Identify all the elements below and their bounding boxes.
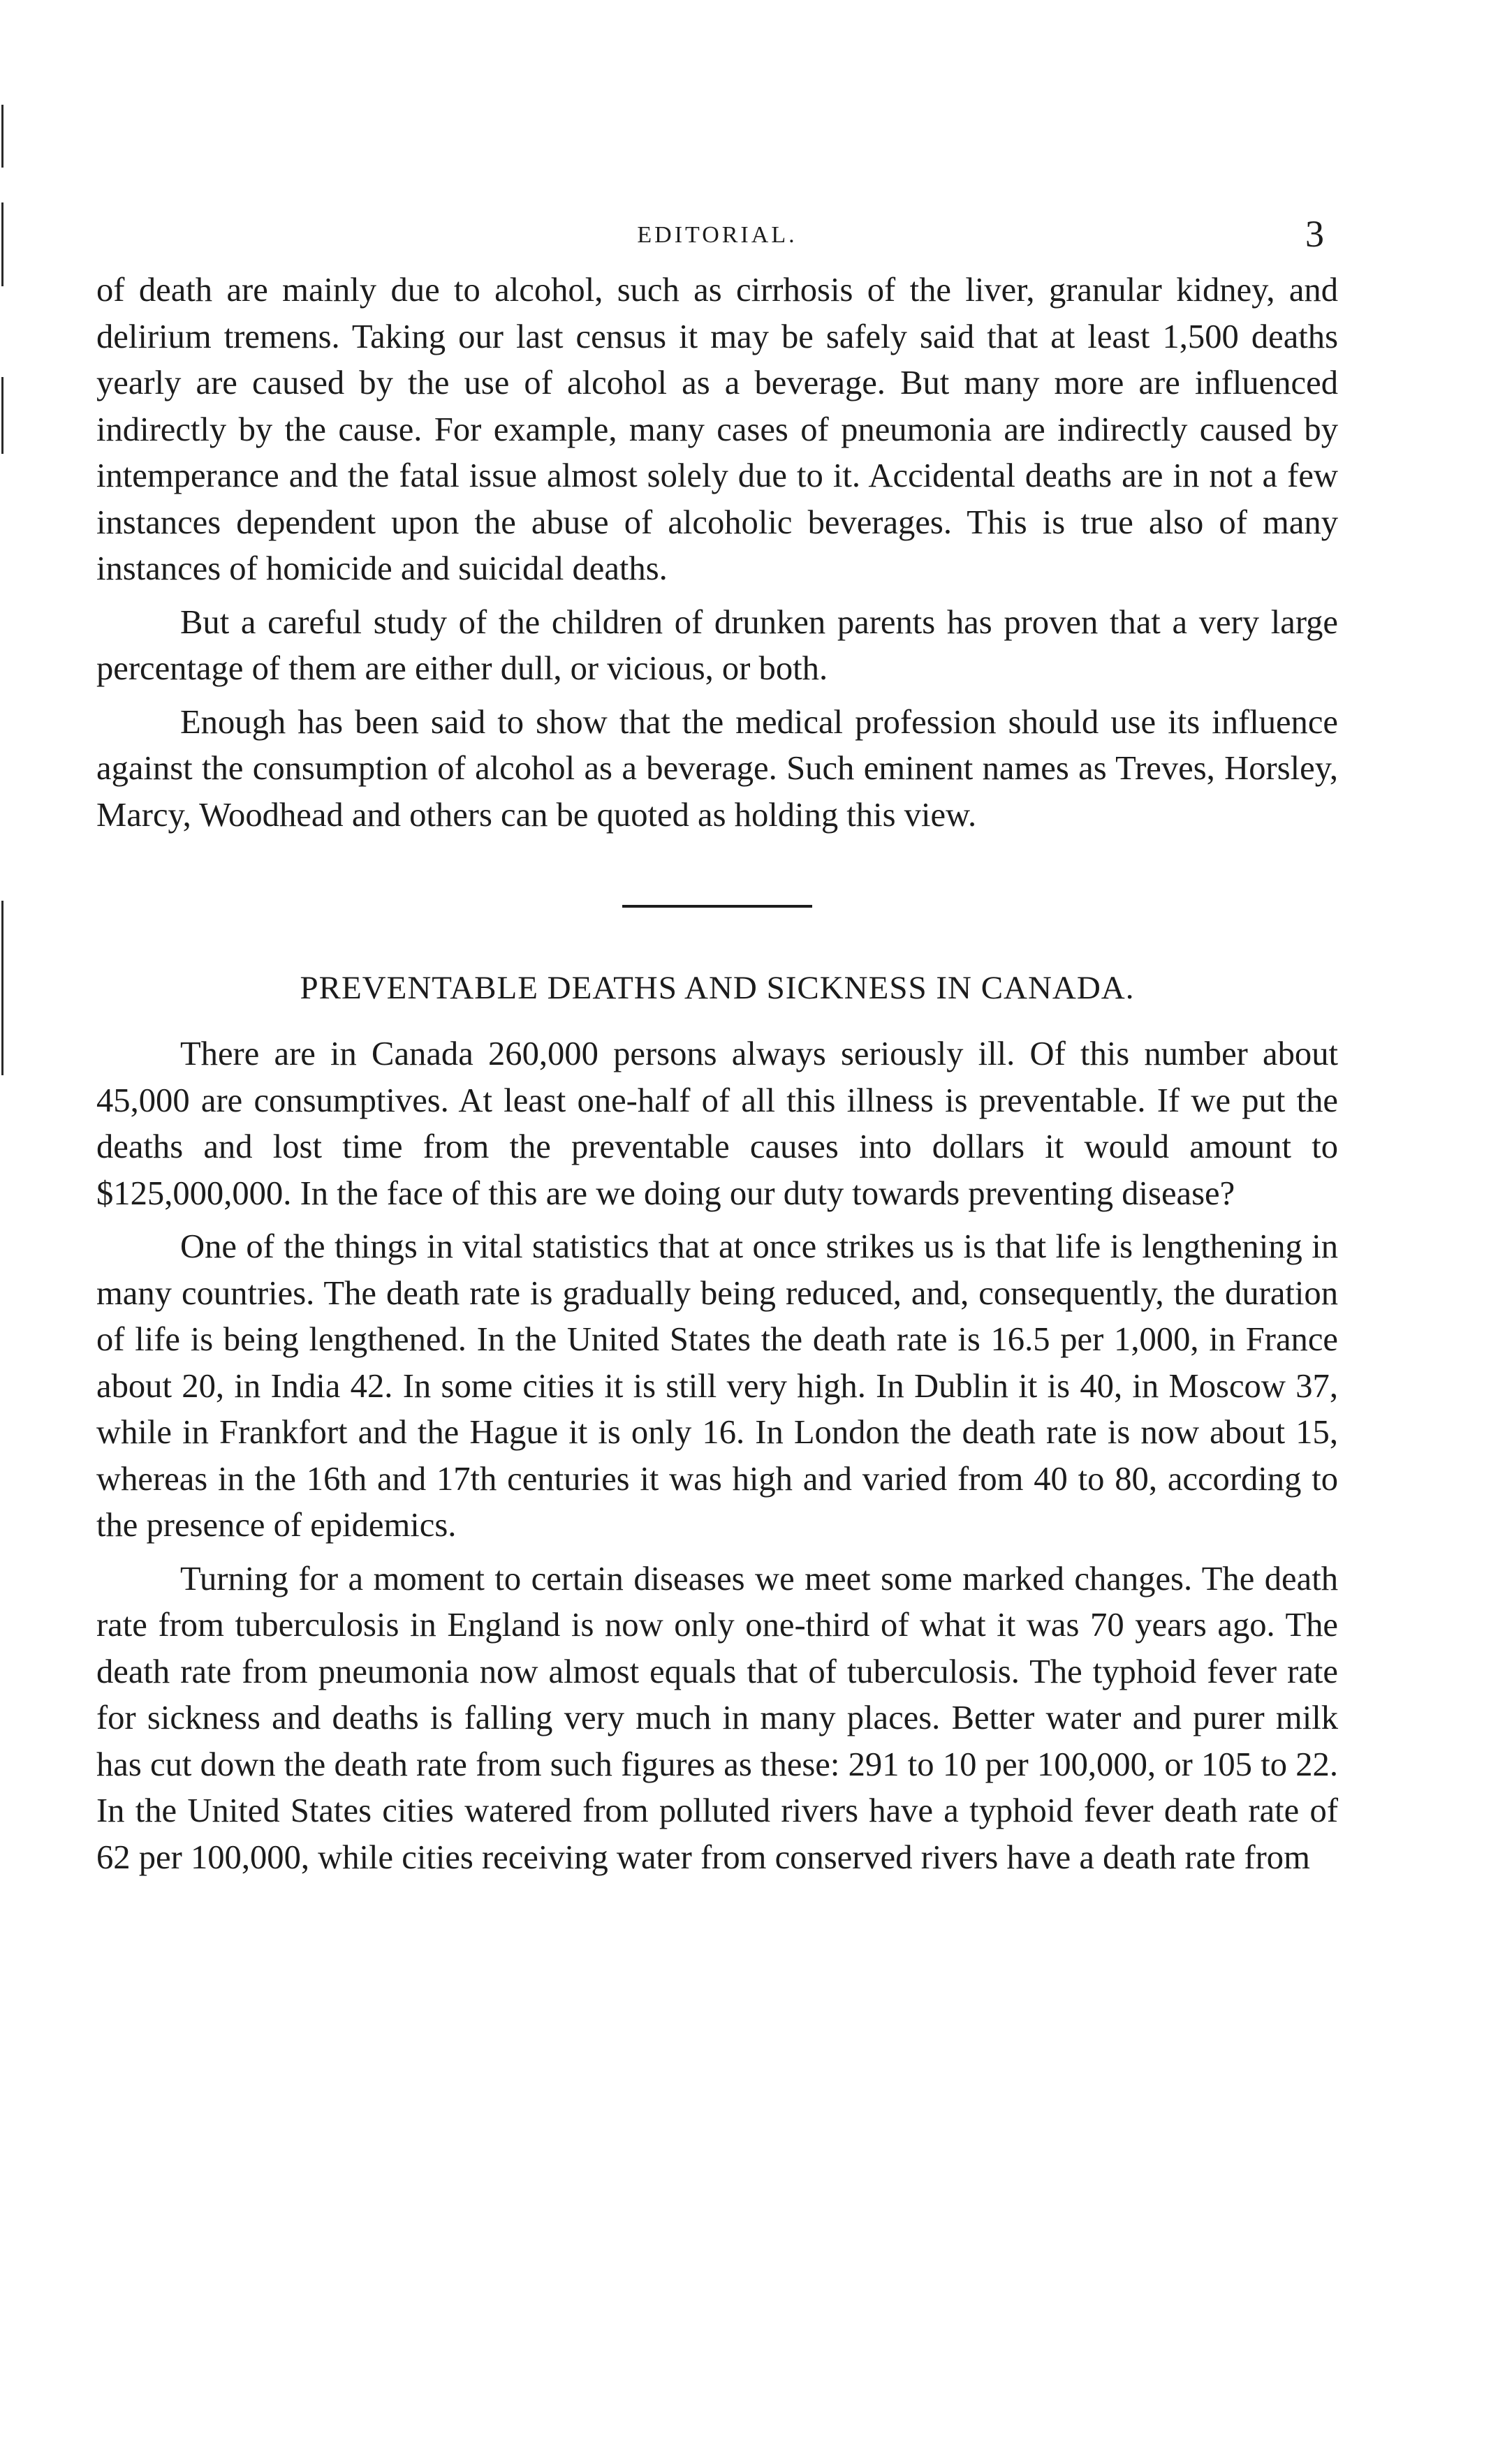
paragraph: But a careful study of the children of drunken parents has proven that a very large percentage of them are either dull, or vicious, or both.	[96, 603, 1338, 687]
page-number: 3	[1305, 213, 1324, 255]
paragraph: One of the things in vital statistics that at once strikes us is that life is lengthening in many countries. The death rate is gradually being reduced, and, consequently, the duration of life is being lengthened. In the United States the death rate is 16.5 per 1,000, in France about 20, in India 42. In some cities it is still very high. In Dublin it is 40, in Moscow 37, while in Frankfort and the Hague it is only 16. In London the death rate is now about 15, whereas in the 16th and 17th centuries it was high and varied from 40 to 80, according to the presence of epidemics.	[96, 1227, 1338, 1544]
scan-edge-mark	[1, 901, 3, 1075]
scan-edge-mark	[1, 202, 3, 286]
running-head	[96, 209, 1338, 265]
book-page	[96, 209, 1338, 1880]
paragraph: Enough has been said to show that the medical profession should use its influence against the consumption of alcohol as a beverage. Such eminent names as Treves, Horsley, Marcy, Woodhead and others can be quoted as holding this view.	[96, 702, 1338, 834]
scan-edge-mark	[1, 105, 3, 168]
paragraph: Turning for a moment to certain diseases we meet some marked changes. The death rate from tuberculosis in England is now only one-third of what it was 70 years ago. The death rate from pneumonia now almost equals that of tuberculosis. The typhoid fever rate for sickness and deaths is falling very much in many places. Better water and purer milk has cut down the death rate from such figures as these: 291 to 10 per 100,000, or 105 to 22. In the United States cities watered from polluted rivers have a typhoid fever death rate of 62 per 100,000, while cities receiving water from conserved rivers have a death rate from	[96, 1559, 1338, 1876]
scan-edge-marks	[0, 0, 7, 2464]
continued-paragraph: of death are mainly due to alcohol, such as cirrhosis of the liver, granular kidney, and delirium tremens. Taking our last census it may be safely said that at least 1,500 deaths yearly are caused by the use of alcohol as a beverage. But many more are influenced indirectly by the cause. For example, many cases of pneumonia are indirectly caused by intemperance and the fatal issue almost solely due to it. Accidental deaths are in not a few instances dependent upon the abuse of alcoholic beverages. This is true also of many instances of homicide and suicidal deaths.	[96, 271, 1338, 587]
paragraph: There are in Canada 260,000 persons always seriously ill. Of this number about 45,000 are consumptives. At least one-half of all this illness is preventable. If we put the deaths and lost time from the preventable causes into dollars it would amount to $125,000,000. In the face of this are we doing our duty towards preventing disease?	[96, 1035, 1338, 1212]
section-heading: PREVENTABLE DEATHS AND SICKNESS IN CANADA.	[300, 970, 1135, 1006]
section-divider	[622, 905, 812, 908]
running-title: EDITORIAL.	[637, 222, 798, 248]
scan-edge-mark	[1, 377, 3, 454]
